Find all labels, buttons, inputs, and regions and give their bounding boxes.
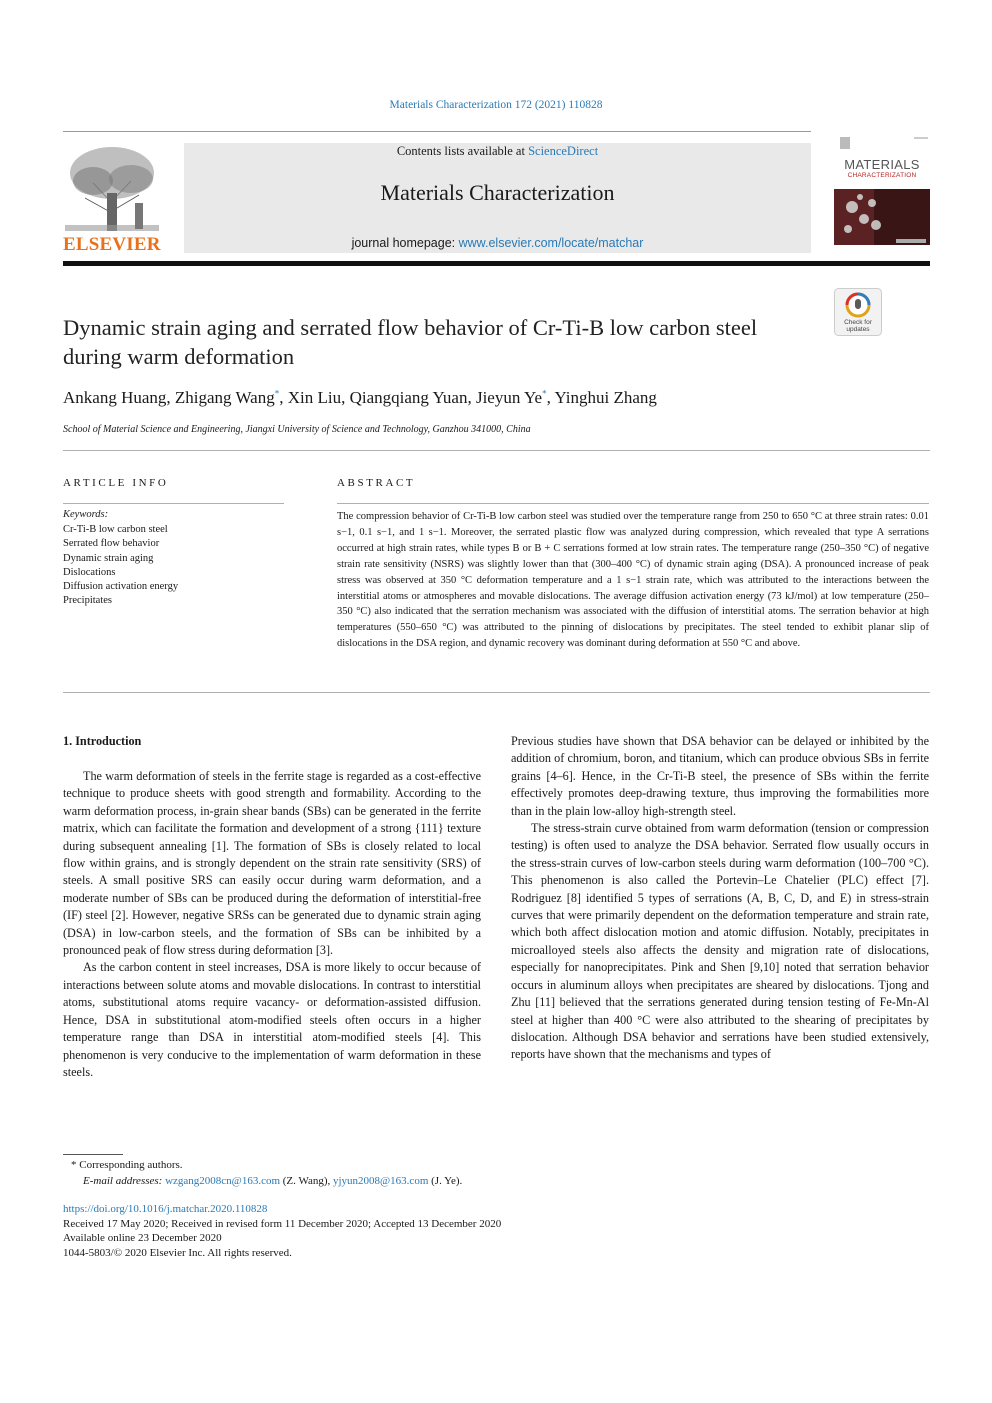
- body-paragraph: Previous studies have shown that DSA behavior can be delayed or inhibited by the addition of chromium, boron, and titanium, which can produce obvious SBs in ferrite grains [4–6]. Hence, in the Cr-Ti-B steel, the presence of SBs within the ferrite effectively promotes deep-drawing texture, thus improving the formabilities more than in the plain low-alloy high-strength steel.: [511, 734, 929, 818]
- abstract-label: ABSTRACT: [337, 477, 416, 489]
- check-for-updates-badge[interactable]: [834, 288, 882, 336]
- body-left-column: [63, 768, 481, 1081]
- body-paragraph: As the carbon content in steel increases, DSA is more likely to occur because of interactions between solute atoms and movable dislocations. In contrast to interstitial atoms, substitutional atoms require vacancy- or deformation-assisted diffusion. Hence, DSA in substitutional atom-modified steels often occurs in a higher temperature range than DSA in interstitial atom-modified steels [4]. This phenomenon is very conducive to the implementation of warm deformation in these steels.: [63, 960, 481, 1079]
- copyright: 1044-5803/© 2020 Elsevier Inc. All rights reserved.: [63, 1246, 292, 1259]
- keywords-label: Keywords:: [63, 509, 109, 520]
- elsevier-wordmark: ELSEVIER: [63, 234, 161, 255]
- homepage-line: [184, 236, 811, 250]
- cover-subtitle: CHARACTERIZATION: [847, 172, 917, 179]
- author: Yinghui Zhang: [554, 388, 657, 407]
- doi-link[interactable]: https://doi.org/10.1016/j.matchar.2020.110828: [63, 1203, 268, 1215]
- author: Jieyun Ye: [475, 388, 543, 407]
- top-divider: [63, 131, 811, 132]
- author: Qiangqiang Yuan: [349, 388, 468, 407]
- keyword: Cr-Ti-B low carbon steel: [63, 524, 168, 535]
- divider: [337, 503, 929, 504]
- keyword: Dislocations: [63, 566, 116, 578]
- journal-reference[interactable]: Materials Characterization 172 (2021) 110828: [389, 99, 603, 111]
- keyword: Precipitates: [63, 595, 112, 607]
- author-list: Ankang Huang, Zhigang Wang*, Xin Liu, Qiangqiang Yuan, Jieyun Ye*, Yinghui Zhang: [63, 388, 657, 407]
- header-thick-rule: [63, 261, 930, 266]
- author: Zhigang Wang: [174, 388, 275, 407]
- abstract-text: The compression behavior of Cr-Ti-B low carbon steel was studied over the temperature range from 250 to 650 °C at three strain rates: 0.01 s−1, 0.1 s−1, and 1 s−1. Moreover, the serrated plastic flow was analyzed during compression, which revealed that type A serrations occurred at high strain rates, while types B or B + C serrations formed at low strain rates. The temperature range (250–350 °C) of negative strain rate sensitivity (NSRS) was slightly lower than that (300–400 °C) of dynamic strain aging (DSA). A pronounced increase of peak stress was observed at 350 °C deformation temperature and a 1 s−1 strain rate, which was attributed to the interactions between the interstitial atoms or atmospheres and movable dislocations. The average diffusion activation energy (73 kJ/mol) at low temperature (250–350 °C) also indicated that the serration mechanism was associated with the diffusion of interstitial atoms. The serration behavior at high temperatures (550–650 °C) was attributed to the pinning of dislocations by precipitates. The steel tended to exhibit planar slip of dislocations in the DSA region, and dynamic recovery was dominant during deformation at 550 °C and above.: [337, 511, 929, 650]
- footnote-divider: [63, 1154, 123, 1155]
- journal-title: Materials Characterization: [380, 180, 615, 205]
- email-owner: (J. Ye).: [428, 1175, 463, 1187]
- corresponding-note: * Corresponding authors.: [71, 1159, 183, 1171]
- received-dates: Received 17 May 2020; Received in revised form 11 December 2020; Accepted 13 December 2020: [63, 1217, 502, 1230]
- body-paragraph: The stress-strain curve obtained from warm deformation (tension or compression testing) is often used to analyze the DSA behavior. Serrated flow usually occurs in the stress-strain curves of low-carbon steels during warm deformation (100–700 °C). This phenomenon is also called the Portevin–Le Chatelier (PLC) effect [7]. Rodriguez [8] identified 5 types of serrations (A, B, C, D, and E) in stress-strain curves that were primarily dependent on the deformation temperature and strain rate, which both affect dislocation motion and atomic diffusion. Notably, precipitates in microalloyed steels also affects the density and migration rate of dislocations, especially for nanoprecipitates. Pink and Shen [9,10] noted that serration behavior occurs in aluminum alloys when precipitates are sheared by dislocations. Tjong and Zhu [11] believed that the serrations generated during tension testing of Fe-Mn-Al steel at higher than 400 °C were also attributed to the shearing of precipitates by dislocation. Although DSA behavior and serrations have been studied extensively, reports have shown that the mechanisms and types of: [511, 821, 929, 1062]
- available-online: Available online 23 December 2020: [63, 1232, 222, 1244]
- svg-text:updates: updates: [846, 326, 870, 333]
- keyword: Diffusion activation energy: [63, 581, 179, 593]
- author: Xin Liu: [287, 388, 342, 407]
- contents-prefix: Contents lists available at: [396, 144, 529, 158]
- body-paragraph: The warm deformation of steels in the ferrite stage is regarded as a cost-effective technique to produce sheets with good strength and formability. According to the warm deformation process, in-grain shear bands (SBs) can be generated in the ferrite matrix, which can facilitate the formation and development of a strong {111} texture during subsequent annealing [1]. The formation of SBs is closely related to local flow within grains, and is strongly dependent on the strain rate sensitivity (SRS) of steels. A small positive SRS can easily occur during warm deformation, and a moderate number of SBs can be produced during the deformation of interstitial-free (IF) steel [2]. However, negative SRSs can be generated due to dynamic strain aging (DSA) in low-carbon steels, and the formation of SBs can be inhibited by a pronounced peak of flow stress during deformation [3].: [63, 769, 481, 958]
- journal-cover-image: [834, 133, 930, 247]
- email-link[interactable]: yjyun2008@163.com: [333, 1175, 429, 1187]
- author: Ankang Huang: [63, 388, 167, 407]
- cover-title: MATERIALS: [844, 157, 920, 172]
- article-info-label: ARTICLE INFO: [63, 477, 169, 489]
- keywords-list: [63, 523, 178, 609]
- divider: [63, 692, 930, 693]
- email-label: E-mail addresses:: [83, 1175, 166, 1187]
- email-line: [63, 1173, 462, 1189]
- email-owner: (Z. Wang),: [280, 1175, 333, 1187]
- footnote: [63, 1157, 462, 1189]
- keyword: Serrated flow behavior: [63, 538, 160, 550]
- email-link[interactable]: wzgang2008cn@163.com: [165, 1175, 281, 1187]
- corresponding-mark[interactable]: *: [274, 388, 280, 399]
- check-updates-icon: [834, 288, 882, 336]
- divider: [63, 503, 284, 504]
- contents-line: [184, 144, 811, 159]
- homepage-prefix: journal homepage:: [351, 236, 459, 250]
- corresponding-mark[interactable]: *: [542, 388, 547, 399]
- body-right-column: [511, 733, 929, 1064]
- divider: [63, 450, 930, 451]
- homepage-link[interactable]: www.elsevier.com/locate/matchar: [458, 236, 644, 250]
- section-heading: 1. Introduction: [63, 734, 142, 748]
- publication-info: [63, 1202, 501, 1260]
- affiliation: School of Material Science and Engineering, Jiangxi University of Science and Technology, Ganzhou 341000, China: [63, 424, 531, 435]
- sciencedirect-link[interactable]: ScienceDirect: [528, 144, 599, 158]
- article-title: Dynamic strain aging and serrated flow behavior of Cr-Ti-B low carbon steel during warm deformation: [63, 315, 758, 369]
- keyword: Dynamic strain aging: [63, 552, 154, 564]
- svg-text:Check for: Check for: [844, 319, 872, 326]
